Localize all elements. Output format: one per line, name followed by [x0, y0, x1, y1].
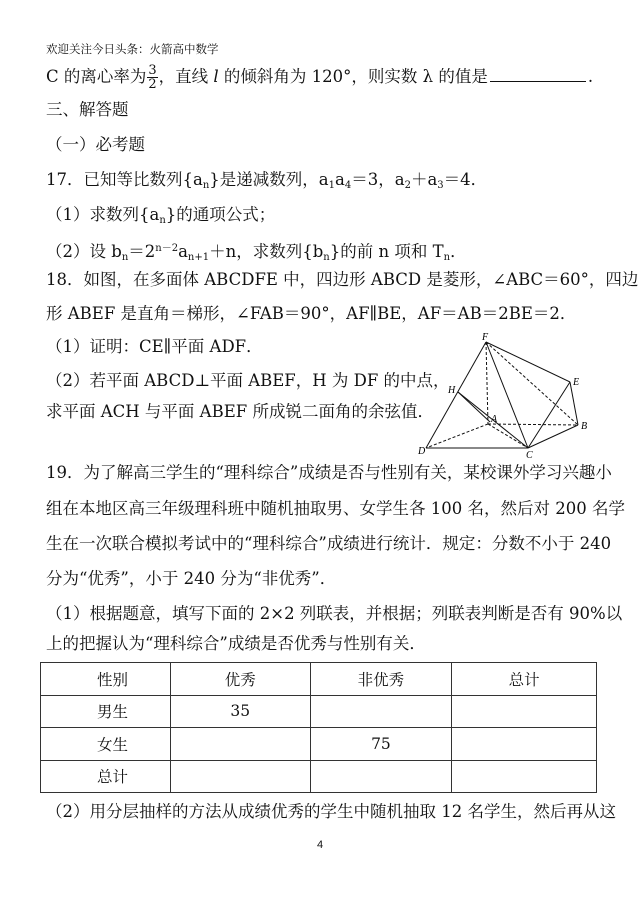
q19-line4: 分为“优秀”，小于 240 分为“非优秀”．	[46, 569, 337, 588]
q17-part2: （2）设 $b_n=2^{n-2}a_{n+1}+n$，求数列$\{b_n\}$的前 n 项和 $T_n$．	[46, 242, 467, 263]
q18-part1: （1）证明：CE∥平面 ADF．	[46, 337, 263, 356]
page-number: 4	[316, 839, 324, 851]
polyhedron-figure	[410, 330, 590, 460]
q19-line1: 19．为了解高三学生的“理科综合”成绩是否与性别有关，某校课外学习兴趣小	[46, 463, 612, 482]
q17-part1: （1）求数列$\{a_n\}$的通项公式；	[46, 205, 276, 226]
table-cell	[310, 760, 452, 793]
table-cell: 总计	[41, 760, 171, 793]
table-header-row	[41, 663, 597, 696]
q18-line1: 18．如图，在多面体 ABCDFE 中，四边形 ABCD 是菱形，∠ABC＝60°，四边	[46, 270, 639, 289]
table-cell	[170, 760, 310, 793]
table-cell	[452, 695, 597, 728]
label-C: C	[526, 450, 533, 460]
label-A: A	[491, 414, 498, 425]
page-header: 欢迎关注今日头条：火箭高中数学	[46, 42, 219, 56]
label-B: B	[581, 421, 588, 432]
table-cell: 男生	[41, 695, 171, 728]
q17-stem: 17．已知等比数列$\{a_n\}$是递减数列，$a_1a_4=3$，$a_2+a_3=4$．	[46, 170, 488, 191]
q19-part1: （1）根据题意，填写下面的 2×2 列联表，并根据；列联表判断是否有 90%以	[46, 604, 623, 623]
label-H: H	[448, 385, 456, 396]
label-D: D	[418, 446, 426, 457]
table-cell	[310, 695, 452, 728]
q18-part2-cont: 求平面 ACH 与平面 ABEF 所成锐二面角的余弦值．	[46, 402, 434, 421]
table-header-cell: 总计	[452, 663, 597, 696]
table-header-cell: 非优秀	[310, 663, 452, 696]
q18-part2: （2）若平面 ABCD⊥平面 ABEF，H 为 DF 的中点，	[46, 371, 450, 390]
q16-tail: C 的离心率为 $\frac{3}{2}$ ，直线 l 的倾斜角为 120°，则实数 λ 的值是 .	[46, 63, 594, 92]
label-F: F	[482, 332, 489, 343]
q19-line2: 组在本地区高三年级理科班中随机抽取男、女学生各 100 名，然后对 200 名学	[46, 499, 625, 518]
q19-part2: （2）用分层抽样的方法从成绩优秀的学生中随机抽取 12 名学生，然后再从这	[46, 802, 616, 821]
table-header-cell: 优秀	[170, 663, 310, 696]
table-cell: 75	[310, 728, 452, 761]
table-row	[41, 760, 597, 793]
q19-part1-cont: 上的把握认为“理科综合”成绩是否优秀与性别有关．	[46, 634, 426, 653]
table-cell	[452, 728, 597, 761]
table-header-cell: 性别	[41, 663, 171, 696]
table-cell: 女生	[41, 728, 171, 761]
table-row	[41, 695, 597, 728]
table-cell: 35	[170, 695, 310, 728]
contingency-table	[40, 662, 597, 793]
table-row	[41, 728, 597, 761]
q18-line2: 形 ABEF 是直角＝梯形，∠FAB＝90°，AF∥BE，AF＝AB＝2BE＝2．	[46, 304, 577, 323]
part-heading: （一）必考题	[46, 135, 145, 154]
section-heading: 三、解答题	[46, 100, 129, 119]
table-cell	[452, 760, 597, 793]
q19-line3: 生在一次联合模拟考试中的“理科综合”成绩进行统计．规定：分数不小于 240	[46, 534, 612, 553]
label-E: E	[573, 377, 580, 388]
table-cell	[170, 728, 310, 761]
fraction: $\frac{3}{2}$	[148, 63, 157, 92]
answer-blank	[490, 65, 586, 82]
